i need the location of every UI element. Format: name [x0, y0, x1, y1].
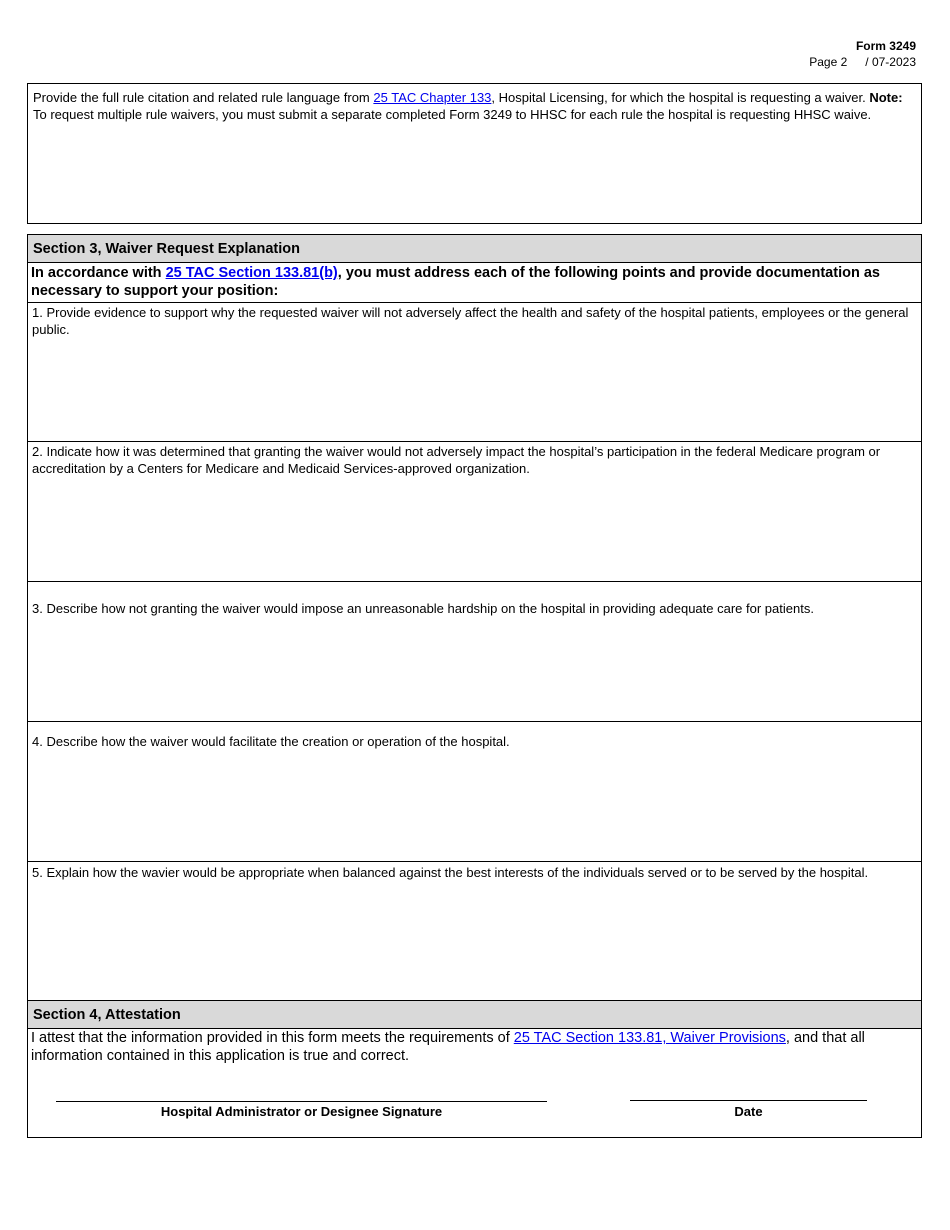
- attestation-text-2: , and that all information contained in this application is true and correct.: [31, 1030, 865, 1064]
- form-header: [809, 38, 916, 70]
- question-3-text: 3. Describe how not granting the waiver would impose an unreasonable hardship on the hospital in providing adequate care for patients.: [32, 601, 814, 616]
- intro-text: In accordance with: [31, 265, 166, 281]
- rule-citation-box[interactable]: [27, 83, 922, 224]
- attestation-text-1: I attest that the information provided in this form meets the requirements of: [31, 1030, 514, 1046]
- attestation-text: [31, 1029, 918, 1065]
- section-4-title: Section 4, Attestation: [28, 1001, 921, 1029]
- date-label: Date: [734, 1104, 763, 1119]
- rule-instruction-text-2: , Hospital Licensing, for which the hospital is requesting a waiver.: [491, 90, 870, 105]
- page-number: Page 2: [809, 55, 848, 69]
- revision-date: / 07-2023: [865, 55, 916, 69]
- question-2-text: 2. Indicate how it was determined that granting the waiver would not adversely impact the hospital’s participation in the federal Medicare program or accreditation by a Centers for Medicare and Medicaid Services-approved organization.: [32, 444, 881, 476]
- date-line[interactable]: [630, 1100, 867, 1101]
- section-3-title: Section 3, Waiver Request Explanation: [28, 235, 921, 263]
- question-4-field[interactable]: [28, 722, 921, 862]
- waiver-provisions-link[interactable]: 25 TAC Section 133.81, Waiver Provisions: [513, 1030, 786, 1046]
- form-number: Form 3249: [855, 39, 916, 53]
- question-5-text: 5. Explain how the wavier would be appropriate when balanced against the best interests of the individuals served or to be served by the hospital.: [32, 865, 869, 880]
- section-3-waiver-explanation: [27, 234, 922, 1138]
- attestation-block: [28, 1029, 921, 1138]
- signature-label: Hospital Administrator or Designee Signature: [160, 1104, 443, 1119]
- question-5-field[interactable]: [28, 862, 921, 1001]
- question-2-field[interactable]: [28, 442, 921, 582]
- signature-line[interactable]: [56, 1101, 547, 1102]
- tac-chapter-133-link[interactable]: 25 TAC Chapter 133: [373, 90, 492, 105]
- question-3-field[interactable]: [28, 582, 921, 722]
- note-text: To request multiple rule waivers, you must submit a separate completed Form 3249 to HHSC for each rule the hospital is requesting HHSC waive.: [33, 106, 872, 122]
- section-3-intro: [28, 263, 921, 303]
- note-label: Note:: [869, 90, 903, 105]
- question-1-text: 1. Provide evidence to support why the requested waiver will not adversely affect the health and safety of the hospital patients, employees or the general public.: [32, 305, 909, 337]
- rule-instruction-text: Provide the full rule citation and related rule language from: [33, 90, 374, 105]
- page-line: [809, 54, 916, 70]
- question-1-field[interactable]: [28, 303, 921, 442]
- question-4-text: 4. Describe how the waiver would facilitate the creation or operation of the hospital.: [32, 734, 510, 749]
- intro-text-2: , you must address each of the following points and provide documentation as necessary to support your position:: [31, 265, 880, 299]
- tac-section-133-81b-link[interactable]: 25 TAC Section 133.81(b): [165, 265, 338, 281]
